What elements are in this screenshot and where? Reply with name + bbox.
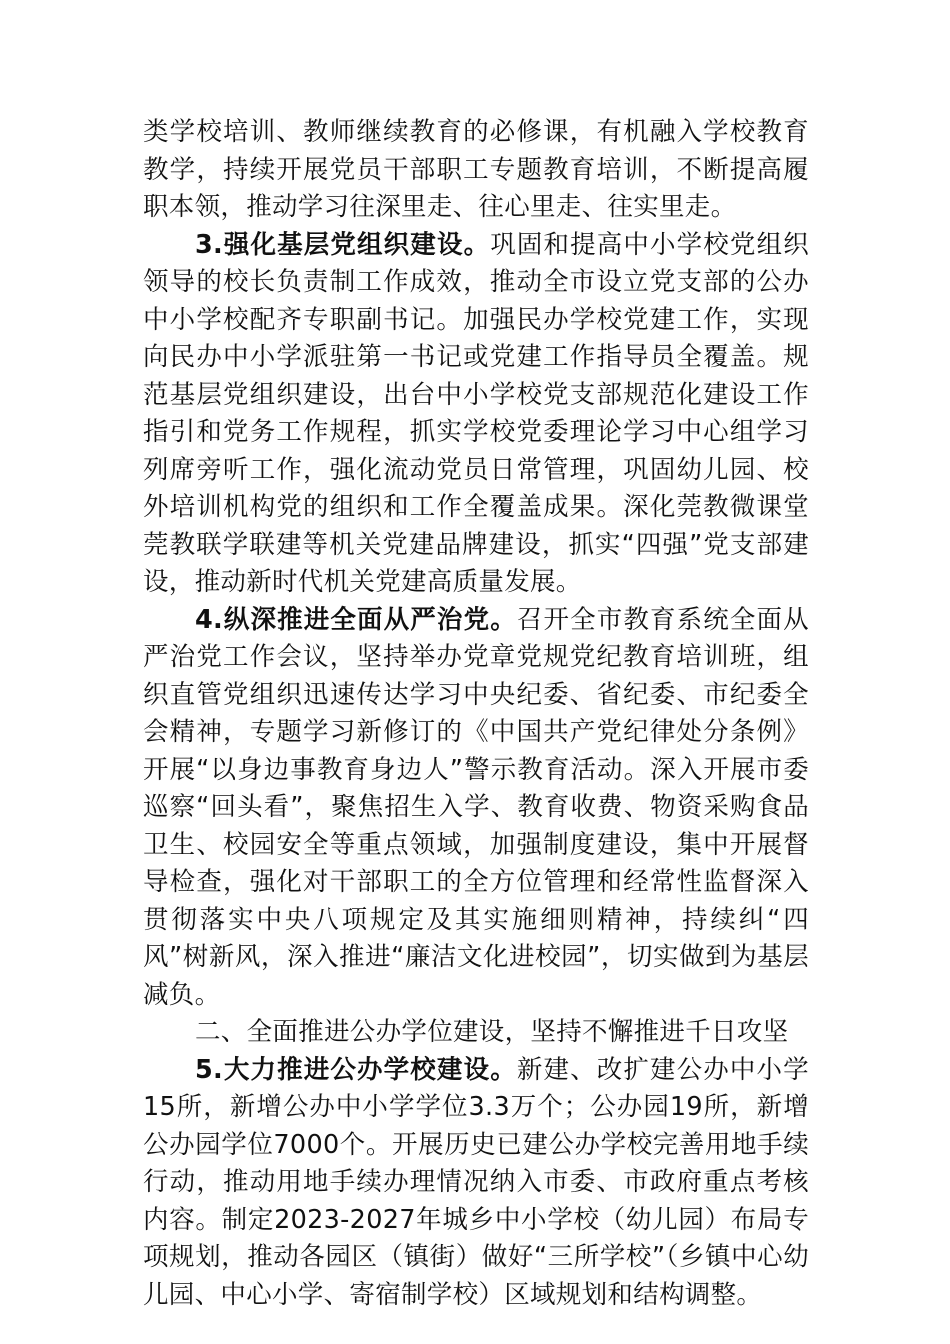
- continuation-paragraph: 类学校培训、教师继续教育的必修课，有机融入学校教育教学，持续开展党员干部职工专题教育培训，不断提高履职本领，推动学习往深里走、往心里走、往实里走。: [143, 117, 809, 222]
- item-5-lead: 5.大力推进公办学校建设。: [195, 1054, 517, 1085]
- item-5-body: 新建、改扩建公办中小学15所，新增公办中小学学位3.3万个；公办园19所，新增公办园学位7000个。开展历史已建公办学校完善用地手续行动，推动用地手续办理情况纳入市委、市政府重点考核内容。制定2023-2027年城乡中小学校（幼儿园）布局专项规划，推动各园区（镇街）做好“三所学校”（乡镇中心幼儿园、中心小学、寄宿制学校）区域规划和结构调整。: [143, 1054, 809, 1310]
- item-3-lead: 3.强化基层党组织建设。: [195, 229, 491, 260]
- item-3-paragraph: [143, 227, 809, 602]
- document-body: [143, 114, 809, 1314]
- item-5-paragraph: [143, 1052, 809, 1315]
- section-2-heading: 二、全面推进公办学位建设，坚持不懈推进千日攻坚: [195, 1017, 789, 1047]
- item-3-body: 巩固和提高中小学校党组织领导的校长负责制工作成效，推动全市设立党支部的公办中小学校配齐专职副书记。加强民办学校党建工作，实现向民办中小学派驻第一书记或党建工作指导员全覆盖。规范基层党组织建设，出台中小学校党支部规范化建设工作指引和党务工作规程，抓实学校党委理论学习中心组学习列席旁听工作，强化流动党员日常管理，巩固幼儿园、校外培训机构党的组织和工作全覆盖成果。深化莞教微课堂莞教联学联建等机关党建品牌建设，抓实“四强”党支部建设，推动新时代机关党建高质量发展。: [143, 229, 809, 597]
- item-4-lead: 4.纵深推进全面从严治党。: [195, 604, 517, 635]
- item-4-body: 召开全市教育系统全面从严治党工作会议，坚持举办党章党规党纪教育培训班，组织直管党组织迅速传达学习中央纪委、省纪委、市纪委全会精神，专题学习新修订的《中国共产党纪律处分条例》开展“以身边事教育身边人”警示教育活动。深入开展市委巡察“回头看”，聚焦招生入学、教育收费、物资采购食品卫生、校园安全等重点领域，加强制度建设，集中开展督导检查，强化对干部职工的全方位管理和经常性监督深入贯彻落实中央八项规定及其实施细则精神，持续纠“四风”树新风，深入推进“廉洁文化进校园”，切实做到为基层减负。: [143, 604, 809, 1010]
- item-4-paragraph: [143, 602, 809, 1015]
